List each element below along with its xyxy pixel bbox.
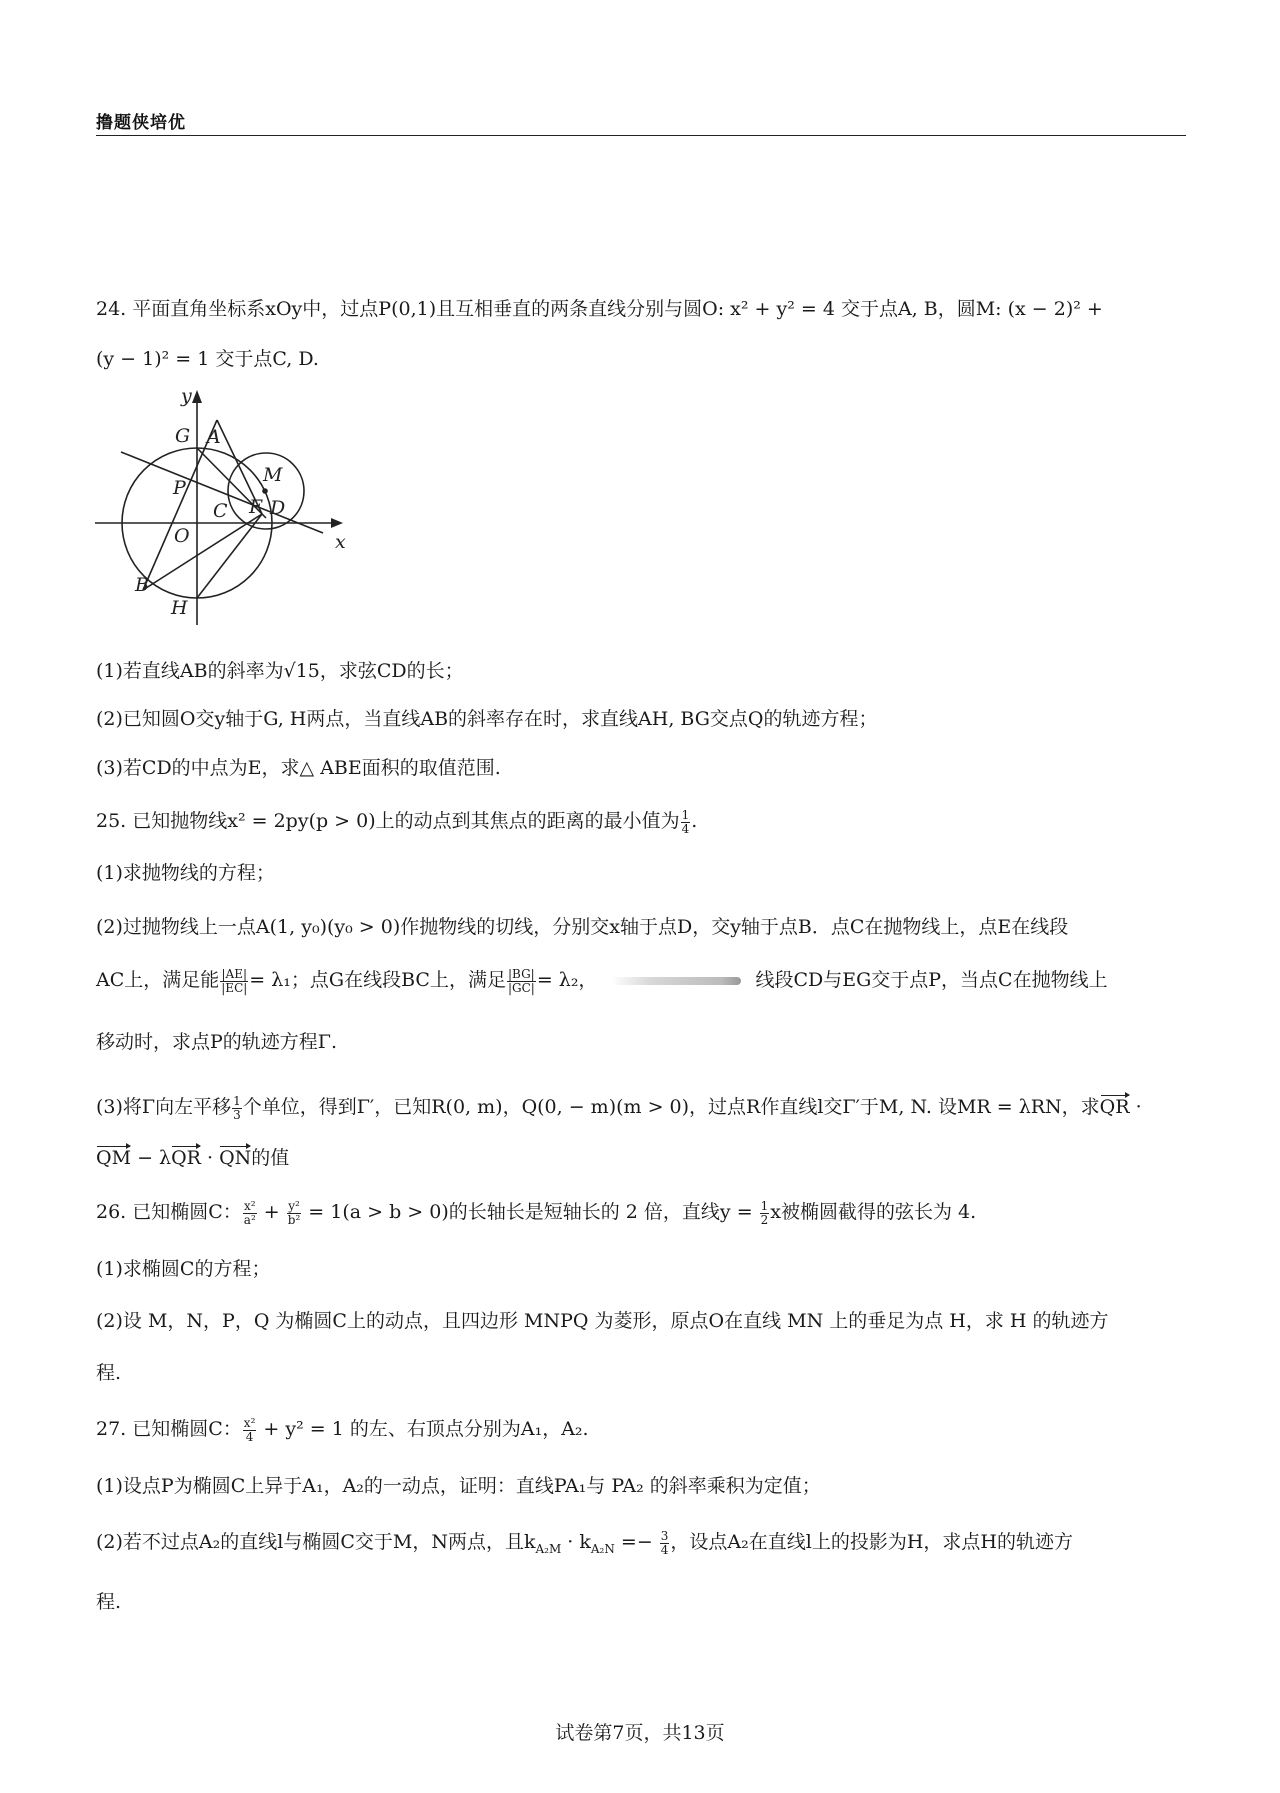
q24-stem-line2: (y − 1)² = 1 交于点C, D. [96, 348, 319, 370]
label-c: C [213, 500, 228, 522]
y-axis-arrow [192, 390, 202, 403]
q25-frac2 [507, 968, 536, 995]
x-axis-arrow [331, 518, 343, 528]
q25-frac2-num: |BG| [508, 966, 535, 981]
label-f: F [249, 496, 263, 518]
q27-part2-line1 [96, 1529, 1073, 1562]
q27-frac1-den: 4 [245, 1429, 254, 1444]
label-p: P [173, 477, 186, 499]
q27-frac2-num: 3 [660, 1528, 669, 1543]
q25-frac1-den: |EC| [221, 980, 248, 995]
q26-part1: (1)求椭圆C的方程； [96, 1258, 271, 1280]
q27-stem-a: 27. 已知椭圆C： [96, 1418, 242, 1440]
q25-part3-c: · [1129, 1096, 1142, 1118]
q25-part3-num: 1 [233, 1093, 241, 1108]
label-a: A [207, 426, 221, 448]
label-h: H [171, 597, 188, 619]
chord-hf [197, 514, 262, 598]
q25-part2-line3: 移动时，求点P的轨迹方程Γ. [96, 1031, 338, 1053]
q25-part3-line2 [96, 1145, 289, 1171]
q27-stem-b: + y² = 1 的左、右顶点分别为A₁，A₂. [257, 1418, 589, 1440]
q26-part2-line2: 程. [96, 1362, 122, 1384]
q27-part2-line2: 程. [96, 1591, 122, 1613]
q25-part3-den: 3 [233, 1107, 241, 1122]
q26-part2-line1: (2)设 M，N，P，Q 为椭圆C上的动点，且四边形 MNPQ 为菱形，原点O在直线 MN 上的垂足为点 H，求 H 的轨迹方 [96, 1310, 1109, 1332]
header-title: 撸题侠培优 [96, 113, 186, 133]
q25-stem-frac [681, 809, 691, 836]
label-d: D [270, 497, 286, 519]
q25-stem-a: 25. 已知抛物线x² = 2py(p > 0)上的动点到其焦点的距离的最小值为 [96, 810, 680, 832]
q24-part3: (3)若CD的中点为E，求△ ABE面积的取值范围. [96, 757, 501, 779]
q26-frac3-den: 2 [760, 1212, 769, 1227]
label-g: G [175, 425, 191, 447]
q26-stem-b: = 1(a > b > 0)的长轴长是短轴长的 2 倍，直线y = [302, 1201, 759, 1223]
q25-frac1 [220, 968, 248, 995]
q27-mid: · k [561, 1531, 591, 1553]
q25-part2-a: AC上，满足能 [96, 969, 220, 991]
q25-part3-f: 的值 [251, 1147, 290, 1169]
q26-frac2 [287, 1200, 302, 1227]
q25-stem-den: 4 [681, 821, 690, 836]
q27-frac2 [660, 1530, 670, 1557]
q25-part1: (1)求抛物线的方程； [96, 862, 275, 884]
q25-part3-d: − λ [131, 1147, 172, 1169]
q26-frac3 [760, 1200, 770, 1227]
q24-stem-line1 [96, 296, 1103, 322]
q27-frac1 [243, 1417, 257, 1444]
vector-qr: QR [1099, 1096, 1130, 1118]
label-m: M [263, 464, 283, 486]
q25-part2-line1: (2)过抛物线上一点A(1, y₀)(y₀ > 0)作抛物线的切线，分别交x轴于点D，交y轴于点B．点C在抛物线上，点E在线段 [96, 916, 1069, 938]
vector-qm: QM [96, 1147, 132, 1169]
blurred-region [611, 977, 741, 985]
q25-part2-c: = λ₂， [536, 969, 598, 991]
q27-frac2-den: 4 [660, 1542, 669, 1557]
header-rule [96, 135, 1186, 136]
q27-eq: =− [614, 1531, 659, 1553]
q26-frac1 [243, 1200, 257, 1227]
q25-part3-e: · [200, 1147, 220, 1169]
q27-frac1-num: x² [243, 1415, 256, 1430]
q26-plus: + [257, 1201, 286, 1223]
q25-part3-line1 [96, 1094, 1142, 1122]
q26-stem-c: x被椭圆截得的弦长为 4. [770, 1201, 977, 1223]
q25-part3-frac [232, 1095, 242, 1122]
q27-part1: (1)设点P为椭圆C上异于A₁，A₂的一动点，证明：直线PA₁与 PA₂ 的斜率乘积为定值； [96, 1475, 821, 1497]
q26-frac1-den: a² [243, 1212, 256, 1227]
chord-bf [143, 514, 262, 590]
vector-qn: QN [219, 1147, 252, 1169]
q25-part3-b: 个单位，得到Γ′，已知R(0, m)，Q(0, − m)(m > 0)，过点R作直线l交Γ′于M, N. 设MR = λRN，求 [242, 1096, 1100, 1118]
q24-number: 24. [96, 298, 127, 320]
q25-part2-line2 [96, 967, 1108, 995]
q26-stem-a: 26. 已知椭圆C： [96, 1201, 242, 1223]
q25-part3-a: (3)将Γ向左平移 [96, 1096, 232, 1118]
q25-frac2-den: |GC| [507, 980, 535, 995]
q25-stem [96, 808, 697, 836]
q25-part2-b: = λ₁；点G在线段BC上，满足 [249, 969, 506, 991]
q27-part2-b: ，设点A₂在直线l上的投影为H，求点H的轨迹方 [670, 1531, 1073, 1553]
q27-stem [96, 1416, 589, 1444]
q24-figure [95, 390, 355, 630]
vector-qr-2: QR [171, 1147, 201, 1169]
q25-part2-d: 线段CD与EG交于点P，当点C在抛物线上 [755, 969, 1108, 991]
q25-stem-num: 1 [681, 807, 690, 822]
q26-frac3-num: 1 [760, 1198, 769, 1213]
q25-frac1-num: |AE| [221, 966, 248, 981]
q27-part2-a: (2)若不过点A₂的直线l与椭圆C交于M，N两点，且k [96, 1531, 536, 1553]
label-b: B [135, 574, 149, 596]
q26-frac2-den: b² [287, 1212, 301, 1227]
q25-stem-end: . [691, 810, 698, 832]
point-m [262, 488, 268, 494]
label-y: y [181, 390, 192, 407]
page-footer: 试卷第7页，共13页 [555, 1722, 725, 1744]
q26-frac1-num: x² [243, 1198, 256, 1213]
q24-part1: (1)若直线AB的斜率为√15，求弦CD的长； [96, 660, 464, 682]
q26-stem [96, 1199, 976, 1227]
q26-frac2-num: y² [288, 1198, 300, 1213]
label-x: x [335, 531, 346, 553]
label-o: O [174, 525, 190, 547]
q24-stem-1: 平面直角坐标系xOy中，过点P(0,1)且互相垂直的两条直线分别与圆O: x² + y² = 4 交于点A, B，圆M: (x − 2)² + [132, 298, 1103, 320]
q27-sub2: A₂N [590, 1541, 615, 1556]
q27-sub1: A₂M [535, 1541, 562, 1556]
q24-part2: (2)已知圆O交y轴于G, H两点，当直线AB的斜率存在时，求直线AH, BG交点Q的轨迹方程； [96, 708, 878, 730]
